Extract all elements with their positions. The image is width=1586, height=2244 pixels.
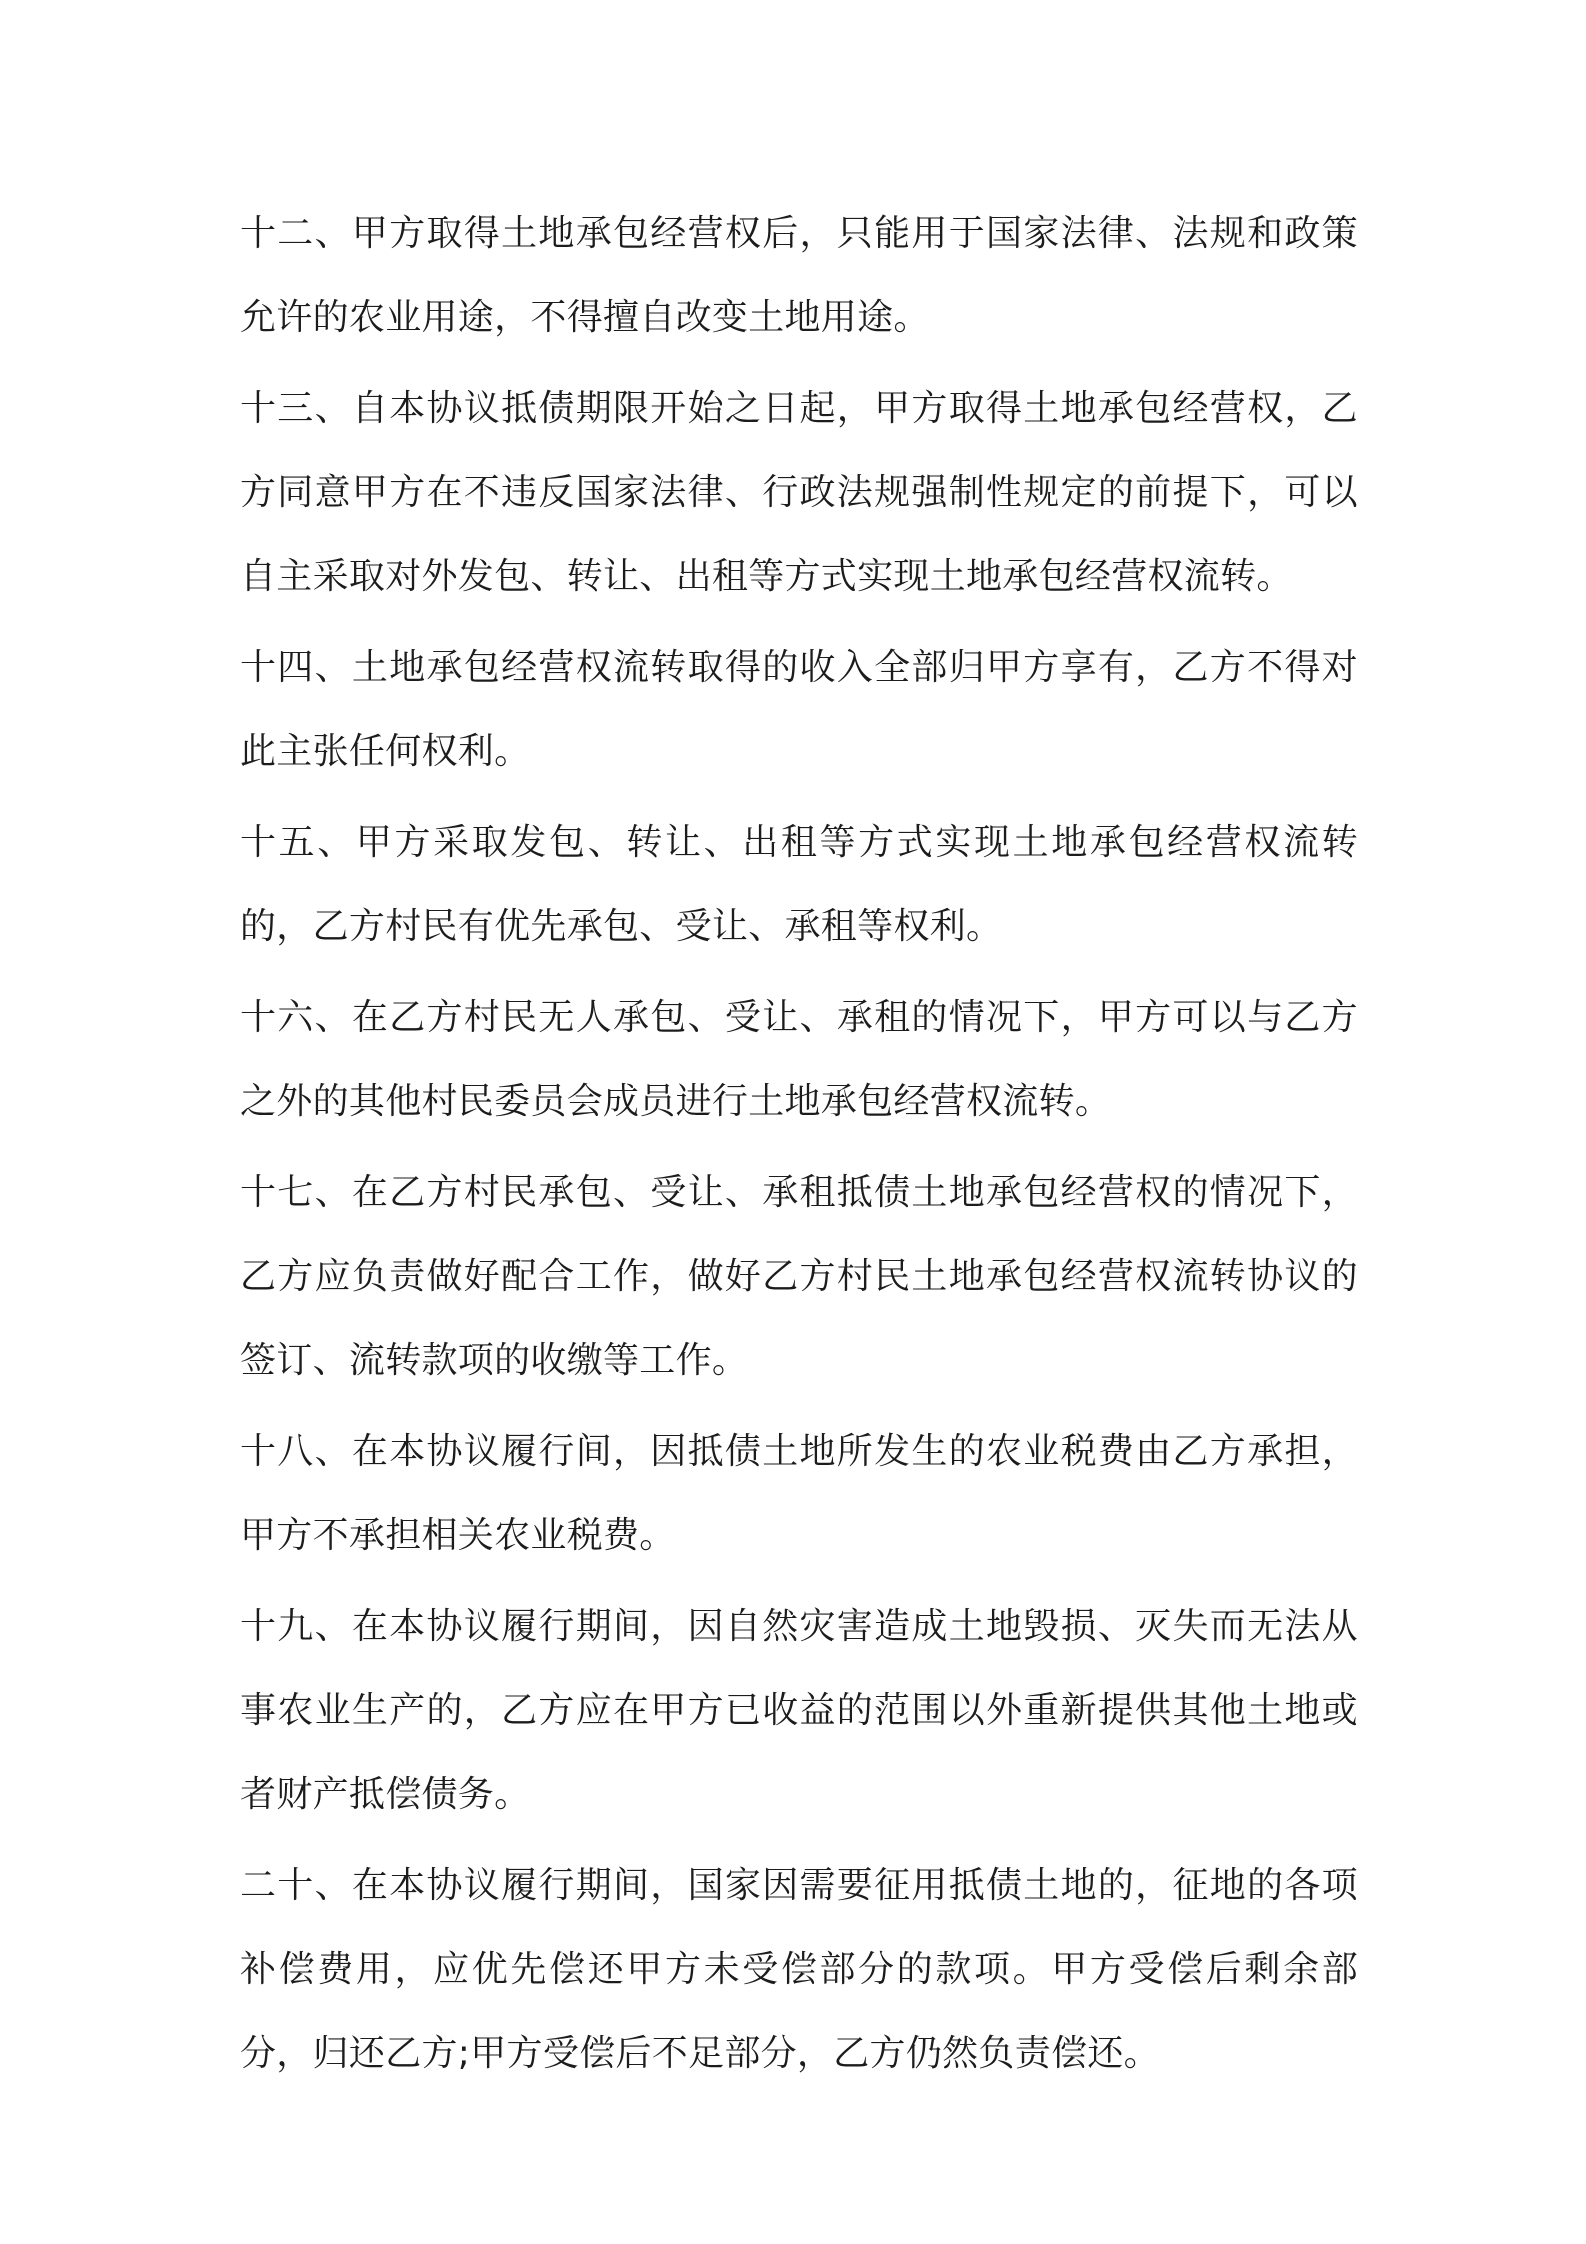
clause-20: 二十、在本协议履行期间，国家因需要征用抵债土地的，征地的各项补偿费用，应优先偿还甲方未受偿部分的款项。甲方受偿后剩余部分，归还乙方;甲方受偿后不足部分，乙方仍然负责偿还。 (240, 1865, 1358, 2074)
clause-15: 十五、甲方采取发包、转让、出租等方式实现土地承包经营权流转的，乙方村民有优先承包、受让、承租等权利。 (240, 822, 1358, 947)
clause-14: 十四、土地承包经营权流转取得的收入全部归甲方享有，乙方不得对此主张任何权利。 (240, 647, 1358, 772)
clause-19: 十九、在本协议履行期间，因自然灾害造成土地毁损、灭失而无法从事农业生产的，乙方应在甲方已收益的范围以外重新提供其他土地或者财产抵偿债务。 (240, 1606, 1358, 1815)
agreement-clauses (240, 192, 1358, 2103)
clause-12: 十二、甲方取得土地承包经营权后，只能用于国家法律、法规和政策允许的农业用途，不得擅自改变土地用途。 (240, 213, 1358, 338)
clause-18: 十八、在本协议履行间，因抵债土地所发生的农业税费由乙方承担，甲方不承担相关农业税费。 (240, 1431, 1358, 1556)
clause-13: 十三、自本协议抵债期限开始之日起，甲方取得土地承包经营权，乙方同意甲方在不违反国家法律、行政法规强制性规定的前提下，可以自主采取对外发包、转让、出租等方式实现土地承包经营权流转。 (240, 388, 1358, 597)
clause-17: 十七、在乙方村民承包、受让、承租抵债土地承包经营权的情况下，乙方应负责做好配合工作，做好乙方村民土地承包经营权流转协议的签订、流转款项的收缴等工作。 (240, 1172, 1358, 1381)
clause-16: 十六、在乙方村民无人承包、受让、承租的情况下，甲方可以与乙方之外的其他村民委员会成员进行土地承包经营权流转。 (240, 997, 1358, 1122)
